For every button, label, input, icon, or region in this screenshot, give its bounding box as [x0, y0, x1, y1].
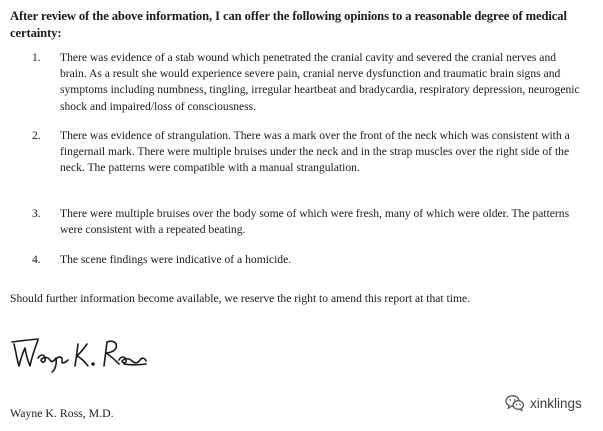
intro-paragraph: After review of the above information, I can offer the following opinions to a reasonable degree of medical certainty: — [10, 9, 567, 40]
watermark-text: xinklings — [530, 395, 582, 411]
signer-name: Wayne K. Ross, M.D. — [10, 406, 114, 420]
opinion-text: The scene findings were indicative of a homicide. — [60, 253, 292, 266]
wechat-icon — [505, 394, 525, 412]
handwritten-signature — [8, 330, 148, 378]
opinion-text: There were multiple bruises over the body some of which were fresh, many of which were older. The patterns were consistent with a repeated beating. — [60, 207, 570, 237]
closing-statement: Should further information become available, we reserve the right to amend this report at that time. — [10, 292, 471, 305]
opinion-number: 2. — [32, 129, 41, 142]
watermark — [505, 392, 582, 414]
opinion-text: There was evidence of strangulation. There was a mark over the front of the neck which was consistent with a fingernail mark. There were multiple bruises under the neck and in the strap muscles over the right side of the neck. The patterns were compatible with a manual strangulation. — [60, 129, 570, 175]
opinion-number: 3. — [32, 207, 41, 220]
opinion-text: There was evidence of a stab wound which penetrated the cranial cavity and severed the cranial nerves and brain. As a result she would experience severe pain, cranial nerve dysfunction and traumatic brain signs and symptoms including numbness, tingling, irregular heartbeat and bradycardia, respiratory depression, neurogenic shock and impaired/loss of consciousness. — [60, 51, 580, 113]
opinion-number: 1. — [32, 51, 41, 64]
opinion-number: 4. — [32, 253, 41, 266]
